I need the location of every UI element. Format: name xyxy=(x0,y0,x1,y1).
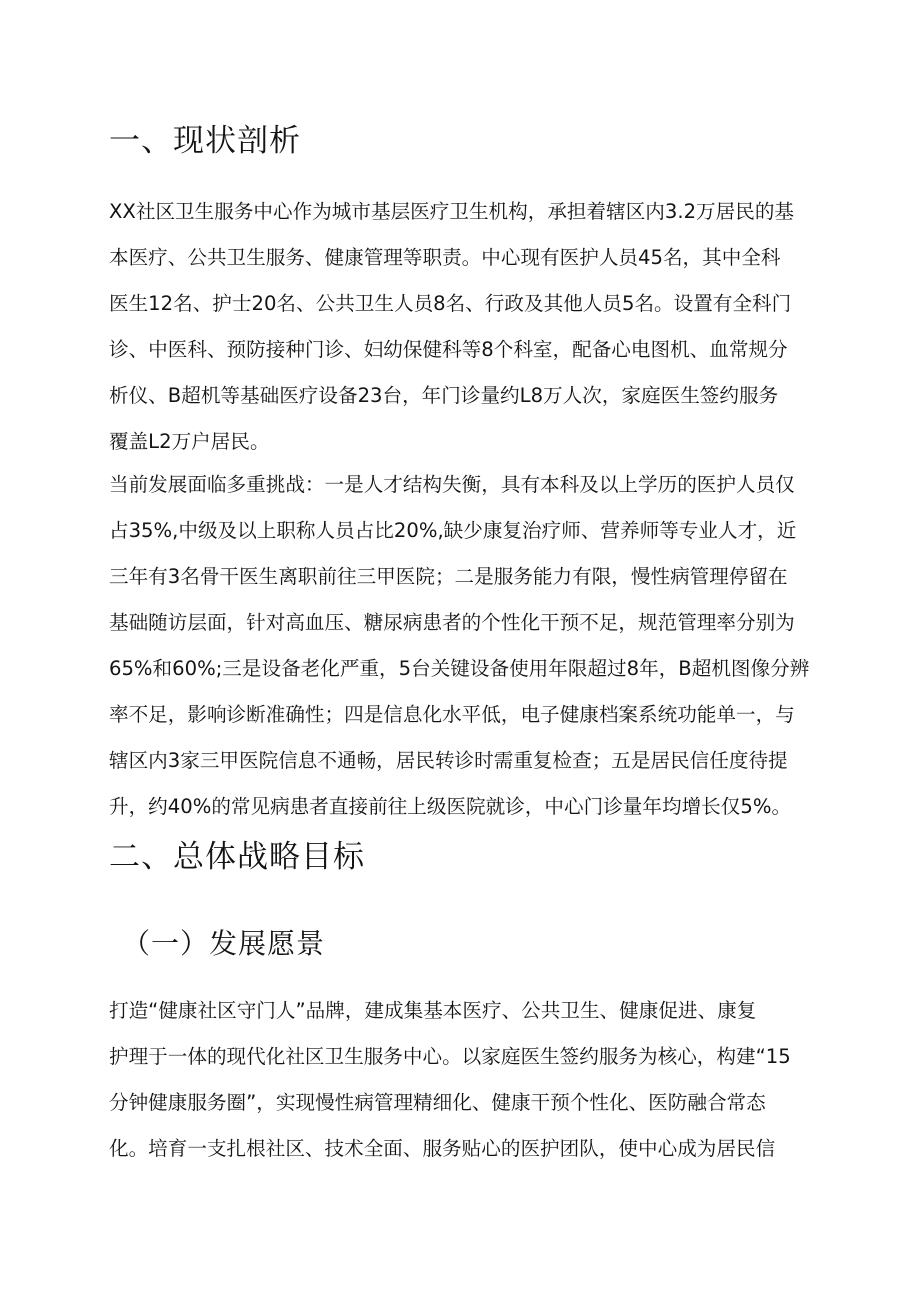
paragraph-line: XX社区卫生服务中心作为城市基层医疗卫生机构，承担着辖区内3.2万居民的基 xyxy=(109,200,795,223)
paragraph-line: 分钟健康服务圈”，实现慢性病管理精细化、健康干预个性化、医防融合常态 xyxy=(109,1091,766,1114)
paragraph-line: 占35%,中级及以上职称人员占比20%,缺少康复治疗师、营养师等专业人才，近 xyxy=(109,519,797,542)
paragraph-challenges xyxy=(109,462,814,830)
paragraph-line: 覆盖L2万户居民。 xyxy=(109,430,270,453)
paragraph-line: 医生12名、护士20名、公共卫生人员8名、行政及其他人员5名。设置有全科门 xyxy=(109,292,792,315)
paragraph-line: 基础随访层面，针对高血压、糖尿病患者的个性化干预不足，规范管理率分别为 xyxy=(109,611,795,634)
section-heading-strategic-goals: 二、总体战略目标 xyxy=(109,839,365,875)
paragraph-line: 打造“健康社区守门人”品牌，建成集基本医疗、公共卫生、健康促进、康复 xyxy=(109,999,757,1022)
paragraph-line: 诊、中医科、预防接种门诊、妇幼保健科等8个科室，配备心电图机、血常规分 xyxy=(109,338,788,361)
paragraph-vision xyxy=(109,988,814,1172)
paragraph-line: 析仪、B超机等基础医疗设备23台，年门诊量约L8万人次，家庭医生签约服务 xyxy=(109,384,779,407)
paragraph-line: 本医疗、公共卫生服务、健康管理等职责。中心现有医护人员45名，其中全科 xyxy=(109,246,781,269)
paragraph-line: 65%和60%;三是设备老化严重，5台关键设备使用年限超过8年，B超机图像分辨 xyxy=(109,657,810,680)
subsection-heading-vision: （一）发展愿景 xyxy=(122,927,326,960)
paragraph-line: 护理于一体的现代化社区卫生服务中心。以家庭医生签约服务为核心，构建“15 xyxy=(109,1045,791,1068)
section-heading-status-analysis: 一、现状剖析 xyxy=(109,123,301,159)
paragraph-line: 率不足，影响诊断准确性；四是信息化水平低，电子健康档案系统功能单一，与 xyxy=(109,703,795,726)
paragraph-line: 升，约40%的常见病患者直接前往上级医院就诊，中心门诊量年均增长仅5%。 xyxy=(109,795,792,818)
paragraph-line: 三年有3名骨干医生离职前往三甲医院；二是服务能力有限，慢性病管理停留在 xyxy=(109,565,788,588)
paragraph-center-overview xyxy=(109,189,814,465)
paragraph-line: 当前发展面临多重挑战：一是人才结构失衡，具有本科及以上学历的医护人员仅 xyxy=(109,473,795,496)
paragraph-line: 辖区内3家三甲医院信息不通畅，居民转诊时需重复检查；五是居民信任度待提 xyxy=(109,749,788,772)
paragraph-line: 化。培育一支扎根社区、技术全面、服务贴心的医护团队，使中心成为居民信 xyxy=(109,1137,776,1160)
